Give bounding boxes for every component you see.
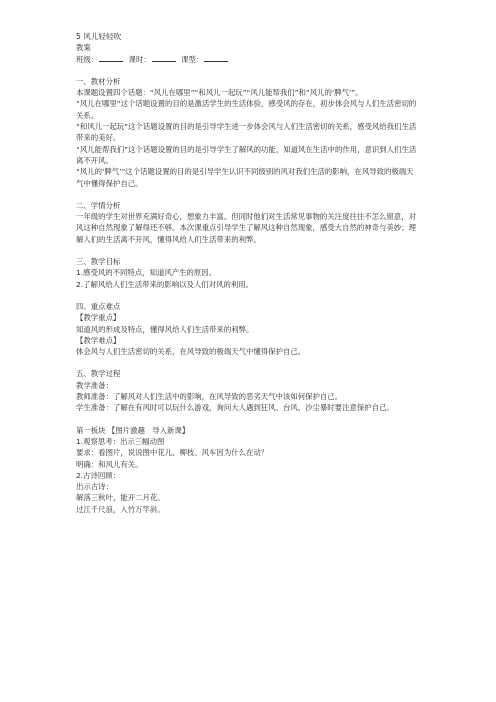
paragraph: “风儿在哪里”这个话题设置的目的是激活学生的生活体验，感受风的存在，初步体会风与人们生活密切的关系。	[76, 99, 417, 120]
paragraph: 1.观察思考：出示三幅动图	[76, 436, 165, 446]
class-blank	[99, 54, 123, 62]
paragraph: “风儿的‘脾气’”这个话题设置的目的是引导学生认识不同级别的风对我们生活的影响，在风导致的极端天气中懂得保护自己。	[76, 167, 414, 188]
paragraph: 学生准备：了解在有风时可以玩什么游戏，询问大人遇到狂风、台风、沙尘暴时要注意保护自己。	[76, 403, 394, 413]
type-label: 课型：	[181, 54, 204, 64]
list-item: 2.了解风给人们生活带来的影响以及人们对风的利用。	[76, 279, 254, 289]
document-content	[76, 31, 420, 515]
lesson-title: 5 风儿轻轻吹	[76, 32, 122, 41]
paragraph: 出示古诗：	[76, 482, 113, 492]
meta-line	[76, 54, 420, 65]
difficulty-label: 【教学难点】	[76, 335, 121, 345]
paragraph: 体会风与人们生活密切的关系，在风导致的极端天气中懂得保护自己。	[76, 347, 306, 357]
paragraph: 要求：看图片，说说图中花儿、柳枝、风车因为什么在动？	[76, 448, 269, 458]
key-point-label: 【教学重点】	[76, 313, 121, 323]
section-heading: 五、教学过程	[76, 369, 121, 379]
section-heading: 四、重点难点	[76, 301, 121, 311]
paragraph: 一年级的学生对世界充满好奇心，想象力丰富。但同时他们对生活常见事物的关注度往往不怎么留意，对风这种自然现象了解得还不够。本次课重点引导学生了解风这种自然现象，感受大自然的神奇与美妙；理解人们的生活离不开风，懂得风给人们生活带来的利弊。	[76, 212, 416, 244]
block-heading: 第一板块 【图片激趣 导入新课】	[76, 425, 190, 435]
paragraph: 教师准备：了解风对人们生活中的影响，在风导致的恶劣天气中该如何保护自己。	[76, 392, 343, 402]
section-heading: 二、学情分析	[76, 200, 121, 210]
paragraph: “和风儿一起玩”这个话题设置的目的是引导学生进一步体会风与人们生活密切的关系，感受风给我们生活带来的美好。	[76, 122, 417, 143]
lesson-subtitle: 教案	[76, 43, 91, 53]
section-heading: 一、教材分析	[76, 76, 121, 86]
paragraph: 2.古诗回顾：	[76, 470, 121, 480]
poem-line: 过江千尺浪，入竹万竿斜。	[76, 504, 165, 514]
section-heading: 三、教学目标	[76, 257, 121, 267]
paragraph: 教学准备：	[76, 380, 113, 390]
class-label: 班级：	[76, 54, 99, 64]
period-blank	[152, 54, 176, 62]
paragraph: “风儿能帮我们”这个话题设置的目的是引导学生了解风的功能，知道风在生活中的作用，意识到人们生活离不开风。	[76, 144, 417, 165]
paragraph: 本课题设置四个话题：“风儿在哪里”“和风儿一起玩”“风儿能帮我们”和“风儿的‘脾气’”。	[76, 88, 363, 98]
list-item: 1.感受风的不同特点，知道风产生的原因。	[76, 268, 217, 278]
type-blank	[204, 54, 228, 62]
paragraph: 知道风的形成及特点，懂得风给人们生活带来的利弊。	[76, 324, 254, 334]
poem-line: 解落三秋叶，能开二月花。	[76, 493, 165, 503]
paragraph: 明确：和风儿有关。	[76, 459, 143, 469]
period-label: 课时：	[128, 54, 151, 64]
